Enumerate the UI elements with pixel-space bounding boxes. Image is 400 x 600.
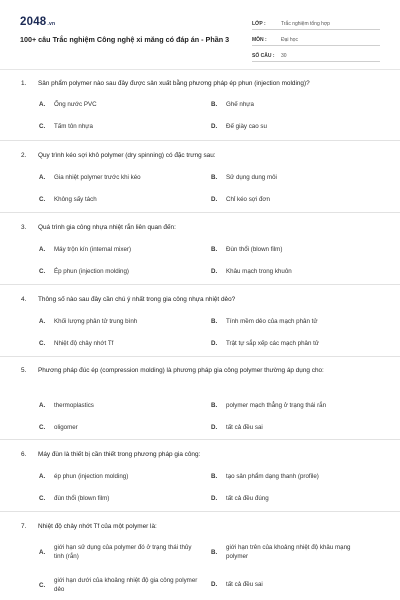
option-text: đùn thổi (blown film) — [54, 495, 110, 502]
document-title: 100+ câu Trắc nghiệm Công nghệ xi măng có đáp án - Phần 3 — [20, 35, 230, 44]
question-block-6 — [0, 440, 400, 512]
option-letter: B. — [211, 473, 218, 480]
option-letter: C. — [39, 581, 46, 589]
meta-label: LỚP : — [252, 21, 266, 27]
option-text: Tính mềm dẻo của mạch phân tử — [226, 318, 318, 325]
question-number: 6. — [21, 451, 27, 458]
option-text: tất cả đều đúng — [226, 495, 269, 502]
option-text: Gia nhiệt polymer trước khi kéo — [54, 174, 141, 181]
answer-option-a[interactable] — [39, 472, 128, 481]
option-letter: C. — [39, 123, 46, 130]
option-letter: C. — [39, 268, 46, 275]
option-letter: A. — [39, 473, 46, 480]
answer-option-c[interactable] — [39, 339, 113, 348]
option-letter: B. — [211, 402, 218, 409]
question-block-5 — [0, 357, 400, 440]
option-letter: D. — [211, 424, 218, 431]
answer-option-c[interactable] — [39, 576, 199, 594]
option-letter: D. — [211, 196, 218, 203]
meta-value: Trắc nghiệm tổng hợp — [281, 21, 330, 27]
answer-option-c[interactable] — [39, 494, 109, 503]
answer-option-a[interactable] — [39, 173, 141, 182]
option-text: Khâu mạch trong khuôn — [226, 268, 292, 275]
question-block-3 — [0, 213, 400, 285]
question-text: Phương pháp đúc ép (compression molding) là phương pháp gia công polymer thường áp dụng cho: — [38, 367, 324, 374]
question-row — [21, 79, 381, 89]
option-letter: D. — [211, 581, 218, 588]
option-letter: A. — [39, 402, 46, 409]
option-text: Ép phun (injection molding) — [54, 268, 129, 275]
answer-option-a[interactable] — [39, 100, 97, 109]
option-letter: D. — [211, 340, 218, 347]
question-text: Nhiệt độ chảy nhớt Tf của một polymer là: — [38, 523, 157, 530]
option-text: Ghế nhựa — [226, 101, 254, 108]
option-text: Máy trộn kín (internal mixer) — [54, 246, 132, 253]
question-block-2 — [0, 141, 400, 213]
option-text: Trật tự sắp xếp các mạch phân tử — [226, 340, 320, 347]
answer-option-d[interactable] — [211, 494, 269, 503]
answer-option-d[interactable] — [211, 122, 267, 131]
option-letter: D. — [211, 495, 218, 502]
question-number: 5. — [21, 367, 27, 374]
question-text: Máy đùn là thiết bị cần thiết trong phương pháp gia công: — [38, 451, 201, 458]
option-letter: B. — [211, 101, 218, 108]
answer-option-a[interactable] — [39, 245, 131, 254]
question-block-1 — [0, 70, 400, 141]
option-text: tất cả đều sai — [226, 581, 263, 588]
question-number: 7. — [21, 523, 27, 530]
option-letter: A. — [39, 101, 46, 108]
answer-option-b[interactable] — [211, 173, 277, 182]
question-text: Quá trình gia công nhựa nhiệt rắn liên quan đến: — [38, 224, 176, 231]
option-letter: C. — [39, 196, 46, 203]
meta-value: 30 — [281, 53, 287, 59]
option-letter: A. — [39, 246, 46, 253]
logo-suffix-text: .vn — [47, 21, 56, 27]
option-text: Sử dụng dung môi — [226, 174, 277, 181]
answer-option-d[interactable] — [211, 423, 263, 432]
option-letter: D. — [211, 123, 218, 130]
option-text: oligomer — [54, 424, 78, 431]
option-text: Ống nước PVC — [54, 101, 97, 108]
option-text: Khối lượng phân tử trung bình — [54, 318, 138, 325]
option-text: Tấm tôn nhựa — [54, 123, 93, 130]
option-text: giới hạn trên của khoảng nhiệt độ khâu mạng polymer — [226, 544, 351, 560]
question-text: Quy trình kéo sợi khô polymer (dry spinning) có đặc trưng sau: — [38, 152, 216, 159]
option-letter: A. — [39, 548, 46, 556]
answer-option-b[interactable] — [211, 401, 326, 410]
question-row — [21, 223, 381, 233]
option-text: Nhiệt độ chảy nhớt Tf — [54, 340, 114, 347]
meta-label: MÔN : — [252, 37, 267, 43]
option-letter: B. — [211, 246, 218, 253]
option-letter: C. — [39, 340, 46, 347]
answer-option-b[interactable] — [211, 543, 366, 561]
question-row — [21, 366, 381, 376]
answer-option-b[interactable] — [211, 472, 319, 481]
answer-option-c[interactable] — [39, 423, 78, 432]
question-text: Thông số nào sau đây cần chú ý nhất trong gia công nhựa nhiệt dẻo? — [38, 296, 236, 303]
question-number: 2. — [21, 152, 27, 159]
answer-option-d[interactable] — [211, 339, 319, 348]
answer-option-b[interactable] — [211, 245, 282, 254]
question-number: 1. — [21, 80, 27, 87]
question-block-7 — [0, 512, 400, 600]
meta-row-question-count — [252, 46, 380, 62]
option-text: tất cả đều sai — [226, 424, 263, 431]
option-letter: A. — [39, 174, 46, 181]
option-letter: D. — [211, 268, 218, 275]
option-letter: A. — [39, 318, 46, 325]
question-row — [21, 295, 381, 305]
meta-info-panel — [252, 14, 380, 62]
meta-row-class — [252, 14, 380, 30]
option-text: thermoplastics — [54, 402, 94, 409]
answer-option-c[interactable] — [39, 267, 129, 276]
answer-option-d[interactable] — [211, 267, 292, 276]
logo-main-text: 2048 — [20, 16, 47, 28]
question-row — [21, 450, 381, 460]
answer-option-b[interactable] — [211, 100, 254, 109]
option-letter: B. — [211, 318, 218, 325]
meta-label: SỐ CÂU : — [252, 53, 275, 59]
meta-row-subject — [252, 30, 380, 46]
option-text: Chỉ kéo sợi đơn — [226, 196, 270, 203]
answer-option-c[interactable] — [39, 122, 93, 131]
option-text: Không sấy tách — [54, 196, 97, 203]
option-letter: C. — [39, 424, 46, 431]
answer-option-a[interactable] — [39, 317, 137, 326]
question-row — [21, 151, 381, 161]
question-number: 3. — [21, 224, 27, 231]
answer-option-b[interactable] — [211, 317, 318, 326]
option-letter: B. — [211, 548, 218, 556]
question-text: Sản phẩm polymer nào sau đây được sản xuất bằng phương pháp ép phun (injection molding)? — [38, 80, 310, 87]
option-text: Đùn thổi (blown film) — [226, 246, 283, 253]
meta-value: Đại học — [281, 37, 298, 43]
option-text: polymer mạch thẳng ở trạng thái rắn — [226, 402, 327, 409]
option-text: giới hạn dưới của khoảng nhiệt độ gia công polymer dẻo — [54, 577, 198, 593]
answer-option-a[interactable] — [39, 401, 94, 410]
option-text: ép phun (injection molding) — [54, 473, 129, 480]
answer-option-d[interactable] — [211, 580, 263, 589]
option-text: tạo sản phẩm dạng thanh (profile) — [226, 473, 319, 480]
option-letter: C. — [39, 495, 46, 502]
question-block-4 — [0, 285, 400, 357]
option-letter: B. — [211, 174, 218, 181]
option-text: giới hạn sử dụng của polymer đó ở trạng thái thủy tinh (rắn) — [54, 544, 192, 560]
answer-option-d[interactable] — [211, 195, 270, 204]
answer-option-c[interactable] — [39, 195, 97, 204]
answer-option-a[interactable] — [39, 543, 199, 561]
question-row — [21, 522, 381, 532]
question-number: 4. — [21, 296, 27, 303]
site-logo[interactable] — [20, 16, 55, 28]
option-text: Đế giày cao su — [226, 123, 267, 130]
